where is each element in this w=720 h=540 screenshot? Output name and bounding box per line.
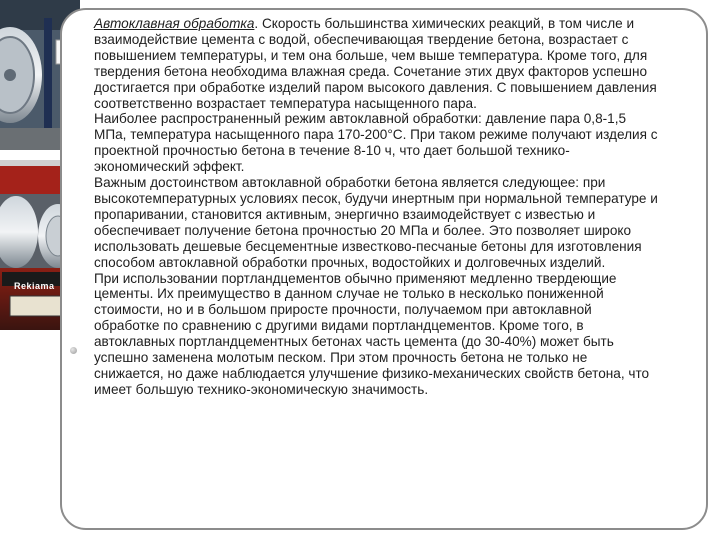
bullet-icon [70, 347, 77, 354]
paragraph-processing-mode: Наиболее распространенный режим автоклавной обработки: давление пара 0,8-1,5 МПа, температура насыщенного пара 170-200°С. При таком режиме получают изделия с проектной прочностью бетона в течение 8-10 ч, что дает большой технико-экономический эффект. [94, 111, 658, 175]
paragraph-advantage: Важным достоинством автоклавной обработки бетона является следующее: при высокотемпературных условиях песок, будучи инертным при нормальной температуре и пропаривании, становится активным, энергично взаимодействует с известью и обеспечивает получение бетона прочностью 20 МПа и более. Это позволяет широко использовать дешевые бесцементные известково-песчаные бетоны для изготовления способом автоклавной обработки прочных, водостойких и долговечных изделий. [94, 175, 658, 270]
body-text [94, 16, 660, 398]
paragraph-1-text: . Скорость большинства химических реакций, в том числе и взаимодействие цемента с водой, обеспечивающая твердение бетона, возрастает с повышением температуры, и тем она больше, чем выше температура. Кроме того, для твердения бетона необходима влажная среда. Сочетание этих двух факторов успешно достигается при обработке изделий паром высокого давления. С повышением давления соответственно возрастает температура насыщенного пара. [94, 16, 657, 111]
paragraph-portland-cement: При использовании портландцементов обычно применяют медленно твердеющие цементы. Их преимущество в данном случае не только в несколько пониженной стоимости, но и в большом приросте прочности, получаемом при автоклавной обработке по сравнению с другими видами портландцементов. Кроме того, в автоклавных портландцементных бетонах часть цемента (до 30-40%) может быть успешно заменена молотым песком. При этом прочность бетона не только не снижается, но даже наблюдается улучшение физико-механических свойств бетона, что имеет большую технико-экономическую значимость. [94, 270, 650, 397]
brand-logo-text: Rekiama [14, 281, 55, 291]
term-autoclave-processing: Автоклавная обработка [94, 16, 255, 31]
paragraph-autoclave-intro [94, 16, 660, 111]
